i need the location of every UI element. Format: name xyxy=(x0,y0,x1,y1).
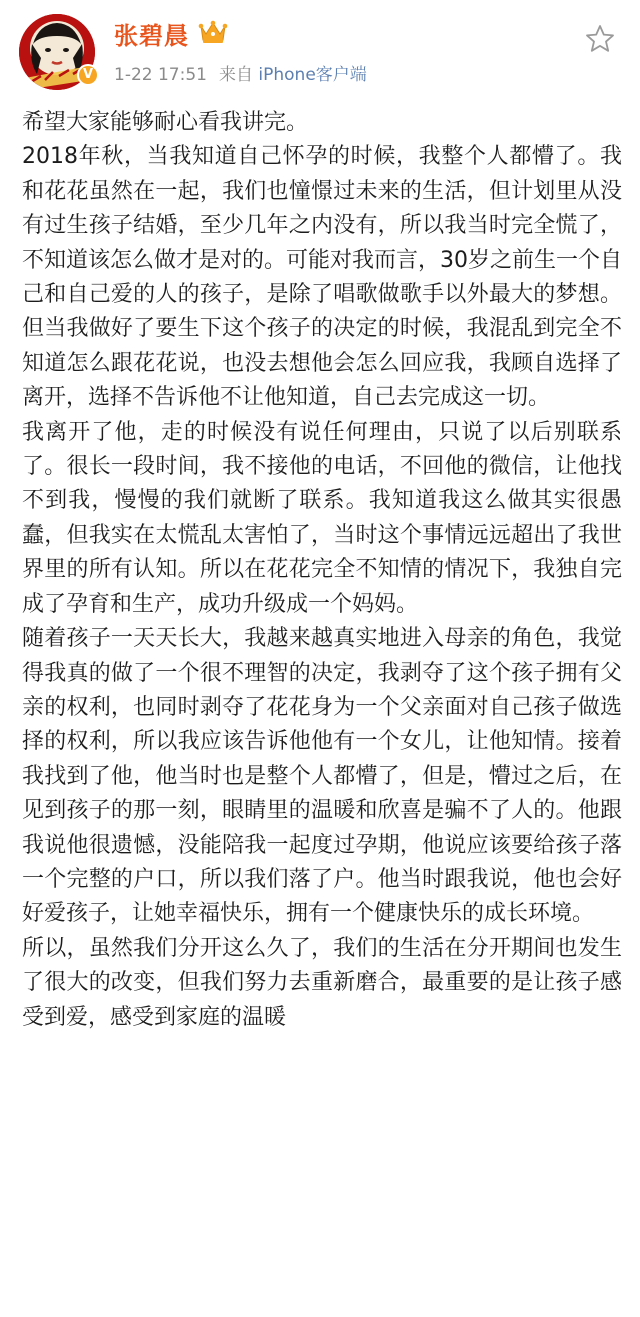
post-paragraph: 我离开了他，走的时候没有说任何理由，只说了以后别联系了。很长一段时间，我不接他的电话，不回他的微信，让他找不到我，慢慢的我们就断了联系。我知道我这么做其实很愚蠢，但我实在太慌乱太害怕了，当时这个事情远远超出了我世界里的所有认知。所以在花花完全不知情的情况下，我独自完成了孕育和生产，成功升级成一个妈妈。 xyxy=(22,419,622,617)
crown-icon[interactable] xyxy=(198,19,228,45)
post-meta xyxy=(114,60,367,85)
post-paragraph: 2018年秋，当我知道自己怀孕的时候，我整个人都懵了。我和花花虽然在一起，我们也憧憬过未来的生活，但计划里从没有过生孩子结婚，至少几年之内没有，所以我当时完全慌了，不知道该怎么做才是对的。可能对我而言，30岁之前生一个自己和自己爱的人的孩子，是除了唱歌做歌手以外最大的梦想。但当我做好了要生下这个孩子的决定的时候，我混乱到完全不知道怎么跟花花说，也没去想他会怎么回应我，我顾自选择了离开，选择不告诉他不让他知道，自己去完成这一切。 xyxy=(22,144,622,411)
post-timestamp: 1-22 17:51 xyxy=(114,65,207,85)
verified-badge-icon: V xyxy=(77,64,99,86)
post-body xyxy=(22,106,622,1035)
post-paragraph: 所以，虽然我们分开这么久了，我们的生活在分开期间也发生了很大的改变，但我们努力去重新磨合，最重要的是让孩子感受到爱，感受到家庭的温暖 xyxy=(22,935,622,1030)
star-outline-icon[interactable] xyxy=(584,23,616,55)
author-name[interactable]: 张碧晨 xyxy=(114,22,189,50)
post-source-prefix: 来自 xyxy=(218,65,253,85)
post-paragraph: 随着孩子一天天长大，我越来越真实地进入母亲的角色，我觉得我真的做了一个很不理智的决定，我剥夺了这个孩子拥有父亲的权利，也同时剥夺了花花身为一个父亲面对自己孩子做选择的权利，所以我应该告诉他他有一个女儿，让他知情。接着我找到了他，他当时也是整个人都懵了，但是，懵过之后，在见到孩子的那一刻，眼睛里的温暖和欣喜是骗不了人的。他跟我说他很遗憾，没能陪我一起度过孕期，他说应该要给孩子落一个完整的户口，所以我们落了户。他当时跟我说，他也会好好爱孩子，让她幸福快乐，拥有一个健康快乐的成长环境。 xyxy=(22,626,622,927)
post-header xyxy=(0,0,640,100)
post-source-app[interactable]: iPhone客户端 xyxy=(258,65,367,85)
post-paragraph: 希望大家能够耐心看我讲完。 xyxy=(22,110,309,135)
